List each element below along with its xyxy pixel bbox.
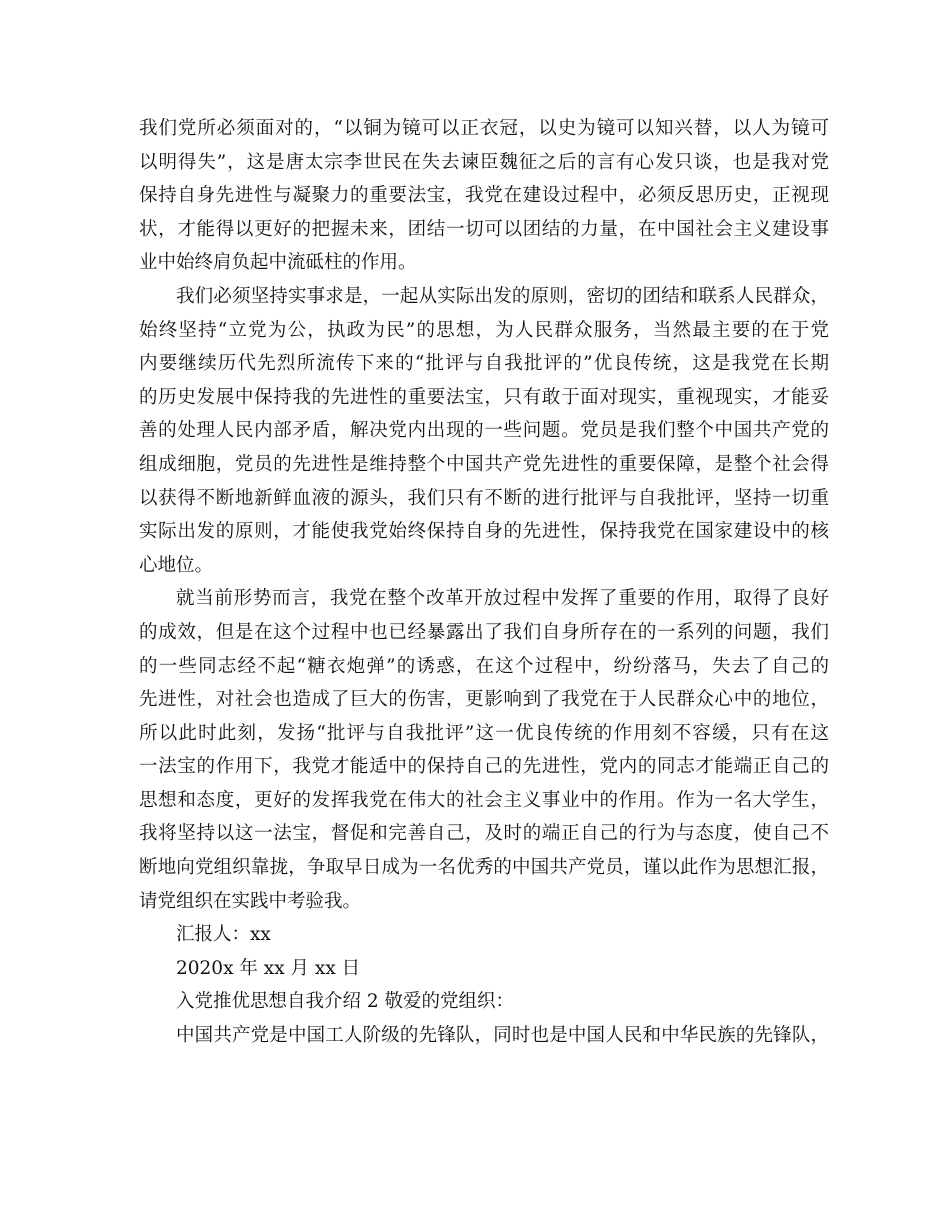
text-line: 思想和态度，更好的发挥我党在伟大的社会主义事业中的作用。作为一名大学生， xyxy=(139,789,829,811)
document-body xyxy=(139,112,829,1053)
text-line: 状，才能得以更好的把握未来，团结一切可以团结的力量，在中国社会主义建设事 xyxy=(139,218,829,240)
text-line: 心地位。 xyxy=(139,554,214,576)
text-line: 所以此时此刻，发扬“批评与自我批评”这一优良传统的作用刻不容缓，只有在这 xyxy=(139,722,829,744)
text-line: 始终坚持“立党为公，执政为民”的思想，为人民群众服务，当然最主要的在于党 xyxy=(139,319,829,341)
section-title: 入党推优思想自我介绍 2 敬爱的党组织： xyxy=(176,991,515,1013)
text-line: 以明得失”，这是唐太宗李世民在失去谏臣魏征之后的言有心发只谈，也是我对党 xyxy=(139,151,829,173)
text-line: 断地向党组织靠拢，争取早日成为一名优秀的中国共产党员，谨以此作为思想汇报， xyxy=(139,857,829,879)
text-line: 的一些同志经不起“糖衣炮弹”的诱惑，在这个过程中，纷纷落马，失去了自己的 xyxy=(139,655,829,677)
text-line: 我们必须坚持实事求是，一起从实际出发的原则，密切的团结和联系人民群众， xyxy=(176,285,829,307)
date-line: 2020x 年 xx 月 xx 日 xyxy=(176,957,361,979)
text-line: 中国共产党是中国工人阶级的先锋队，同时也是中国人民和中华民族的先锋队， xyxy=(176,1025,829,1047)
text-line: 的成效，但是在这个过程中也已经暴露出了我们自身所存在的一系列的问题，我们 xyxy=(139,621,829,643)
text-line: 的历史发展中保持我的先进性的重要法宝，只有敢于面对现实，重视现实，才能妥 xyxy=(139,386,829,408)
text-line: 善的处理人民内部矛盾，解决党内出现的一些问题。党员是我们整个中国共产党的 xyxy=(139,420,829,442)
text-line: 先进性，对社会也造成了巨大的伤害，更影响到了我党在于人民群众心中的地位， xyxy=(139,689,829,711)
text-line: 业中始终肩负起中流砥柱的作用。 xyxy=(139,252,417,274)
text-line: 实际出发的原则，才能使我党始终保持自身的先进性，保持我党在国家建设中的核 xyxy=(139,521,829,543)
text-line: 请党组织在实践中考验我。 xyxy=(139,890,362,912)
text-line: 就当前形势而言，我党在整个改革开放过程中发挥了重要的作用，取得了良好 xyxy=(176,588,829,610)
reporter-line: 汇报人：xx xyxy=(176,924,271,946)
text-line: 内要继续历代先烈所流传下来的“批评与自我批评的”优良传统，这是我党在长期 xyxy=(139,353,829,375)
text-line: 以获得不断地新鲜血液的源头，我们只有不断的进行批评与自我批评，坚持一切重 xyxy=(139,487,829,509)
paragraph xyxy=(139,582,829,918)
paragraph xyxy=(139,280,829,582)
paragraph xyxy=(139,112,829,280)
text-line: 我们党所必须面对的，“以铜为镜可以正衣冠，以史为镜可以知兴替，以人为镜可 xyxy=(139,118,829,139)
text-line: 组成细胞，党员的先进性是维持整个中国共产党先进性的重要保障，是整个社会得 xyxy=(139,453,829,475)
text-line: 保持自身先进性与凝聚力的重要法宝，我党在建设过程中，必须反思历史，正视现 xyxy=(139,185,829,207)
text-line: 我将坚持以这一法宝，督促和完善自己，及时的端正自己的行为与态度，使自己不 xyxy=(139,823,829,845)
text-line: 一法宝的作用下，我党才能适中的保持自己的先进性，党内的同志才能端正自己的 xyxy=(139,756,829,778)
